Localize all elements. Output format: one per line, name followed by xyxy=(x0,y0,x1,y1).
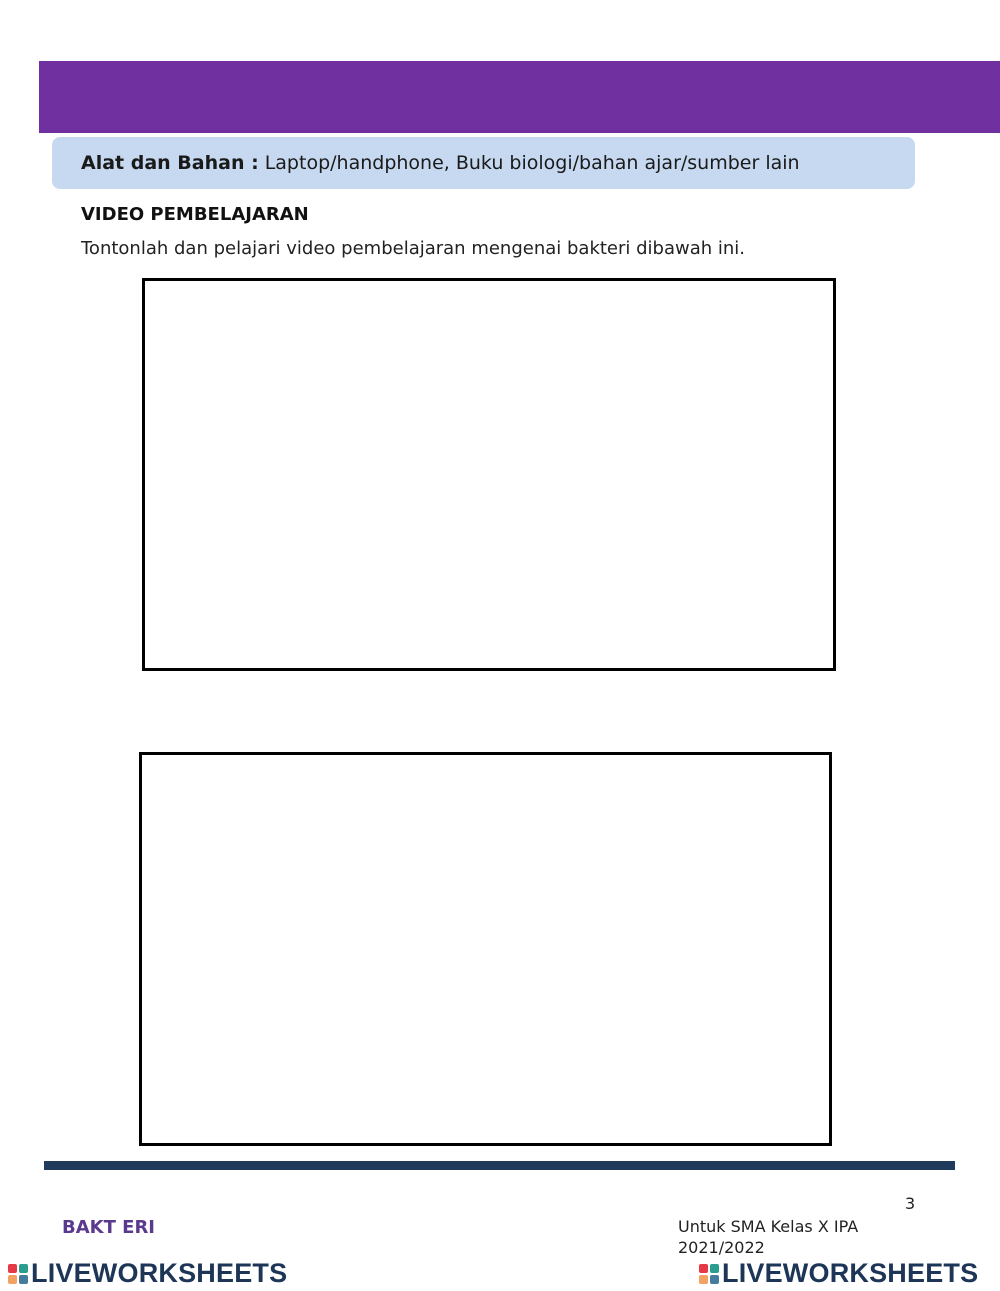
mark-square xyxy=(710,1275,719,1284)
mark-square xyxy=(8,1264,17,1273)
tools-and-materials-box xyxy=(52,137,915,189)
mark-square xyxy=(699,1275,708,1284)
footer-divider xyxy=(44,1161,955,1170)
liveworksheets-wordmark: LIVEWORKSHEETS xyxy=(31,1258,288,1288)
mark-square xyxy=(699,1264,708,1273)
footer-subtitle-line-1: Untuk SMA Kelas X IPA xyxy=(678,1217,859,1236)
footer-subtitle-line-2: 2021/2022 xyxy=(678,1238,765,1257)
instruction-text: Tontonlah dan pelajari video pembelajaran mengenai bakteri dibawah ini. xyxy=(81,238,746,259)
mark-square xyxy=(8,1275,17,1284)
header-banner xyxy=(39,61,1000,133)
liveworksheets-logo-right xyxy=(699,1258,978,1289)
video-frame-1[interactable] xyxy=(142,278,836,671)
liveworksheets-mark-icon xyxy=(8,1264,28,1284)
mark-square xyxy=(710,1264,719,1273)
mark-square xyxy=(19,1275,28,1284)
tools-label: Alat dan Bahan : xyxy=(81,152,259,174)
liveworksheets-logo-left xyxy=(8,1258,287,1289)
video-frame-2[interactable] xyxy=(139,752,832,1146)
section-title: VIDEO PEMBELAJARAN xyxy=(81,204,309,225)
footer-title: BAKT ERI xyxy=(62,1217,155,1238)
liveworksheets-mark-icon xyxy=(699,1264,719,1284)
tools-value: Laptop/handphone, Buku biologi/bahan ajar/sumber lain xyxy=(264,152,800,174)
footer-subtitle xyxy=(678,1216,858,1258)
liveworksheets-wordmark: LIVEWORKSHEETS xyxy=(722,1258,979,1288)
page-number: 3 xyxy=(905,1194,916,1213)
mark-square xyxy=(19,1264,28,1273)
